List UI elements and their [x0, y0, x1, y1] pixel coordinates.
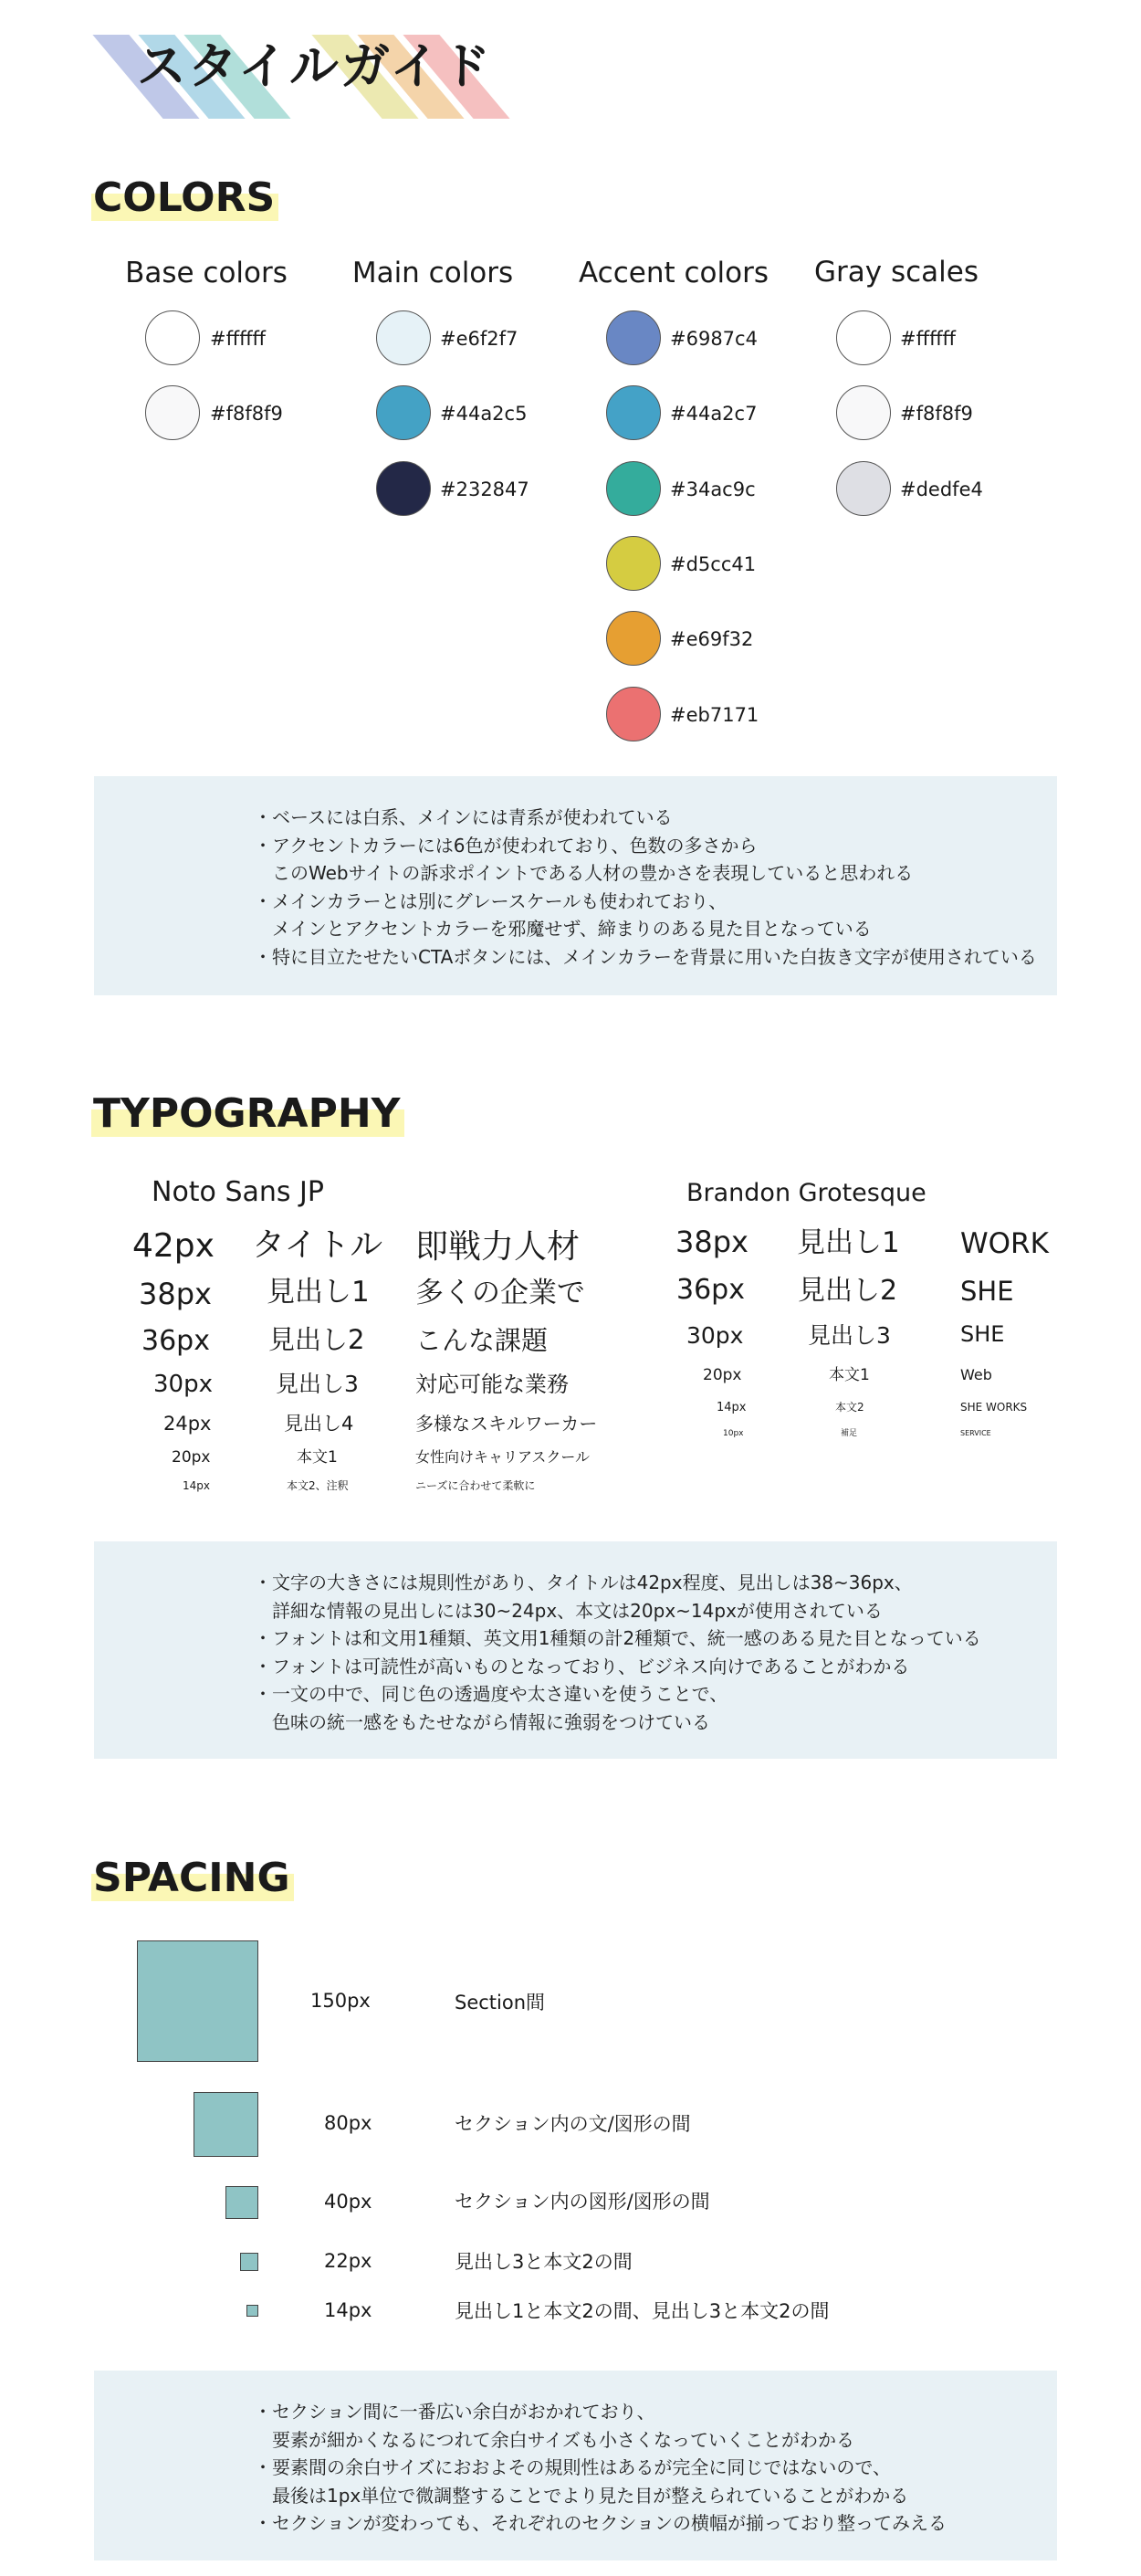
color-swatch [606, 687, 661, 741]
type-sample: ニーズに合わせて柔軟に [415, 1479, 536, 1492]
type-sample: SERVICE [960, 1429, 991, 1437]
group-title: Gray scales [814, 256, 979, 289]
note-line: ・フォントは可読性が高いものとなっており、ビジネス向けであることがわかる [254, 1655, 910, 1677]
color-hex-label: #44a2c7 [670, 403, 758, 425]
color-swatch [606, 536, 661, 591]
page-title: スタイルガイド [137, 37, 493, 95]
color-swatch [606, 461, 661, 516]
spacing-desc: セクション内の図形/図形の間 [455, 2191, 710, 2213]
note-line: メインとアクセントカラーを邪魔せず、締まりのある見た目となっている [254, 918, 872, 940]
color-hex-label: #d5cc41 [670, 553, 757, 575]
color-swatch [376, 310, 431, 365]
type-size: 10px [723, 1429, 744, 1438]
type-sample: 対応可能な業務 [415, 1372, 569, 1397]
type-size: 42px [132, 1227, 215, 1265]
type-size: 36px [676, 1274, 745, 1306]
color-swatch [836, 385, 891, 440]
note-line: ・特に目立たせたいCTAボタンには、メインカラーを背景に用いた白抜き文字が使用されている [254, 945, 1037, 968]
type-size: 14px [717, 1401, 747, 1414]
type-sample: 女性向けキャリアスクール [415, 1448, 591, 1466]
spacing-size: 40px [324, 2191, 372, 2213]
spacing-square [137, 1940, 258, 2062]
type-role: タイトル [252, 1226, 383, 1264]
spacing-size: 150px [310, 1990, 371, 2012]
color-hex-label: #ffffff [900, 328, 957, 350]
color-hex-label: #e69f32 [670, 628, 754, 650]
type-role: 本文1 [829, 1366, 870, 1384]
color-hex-label: #6987c4 [670, 328, 758, 350]
group-title: Base colors [125, 257, 288, 289]
spacing-heading: SPACING [91, 1854, 294, 1901]
color-hex-label: #ffffff [210, 328, 267, 350]
type-sample: Web [960, 1366, 992, 1383]
spacing-size: 14px [324, 2299, 372, 2321]
note-line: ・アクセントカラーには6色が使われており、色数の多さから [254, 834, 758, 857]
type-sample: SHE WORKS [960, 1401, 1028, 1414]
spacing-square [194, 2092, 258, 2157]
type-role: 見出し3 [276, 1371, 359, 1397]
type-size: 30px [153, 1371, 213, 1398]
color-swatch [376, 385, 431, 440]
color-hex-label: #34ac9c [670, 478, 756, 500]
note-line: このWebサイトの訴求ポイントである人材の豊かさを表現していると思われる [254, 862, 914, 884]
type-sample: 即戦力人材 [415, 1228, 581, 1266]
type-role: 補足 [841, 1429, 858, 1438]
note-line: ・一文の中で、同じ色の透過度や太さ違いを使うことで、 [254, 1683, 728, 1705]
colors-notes [94, 776, 1057, 995]
type-size: 38px [139, 1277, 212, 1311]
note-line: 色味の統一感をもたせながら情報に強弱をつけている [254, 1710, 710, 1733]
colors-heading: COLORS [91, 173, 278, 221]
type-sample: 多くの企業で [415, 1277, 585, 1309]
note-line: ・フォントは和文用1種類、英文用1種類の計2種類で、統一感のある見た目となっている [254, 1627, 981, 1649]
note-line: ・メインカラーとは別にグレースケールも使われており、 [254, 889, 728, 912]
type-role: 見出し3 [808, 1322, 891, 1349]
note-line: 詳細な情報の見出しには30~24px、本文は20px~14pxが使用されている [254, 1599, 883, 1622]
typography-notes [94, 1541, 1057, 1759]
spacing-desc: 見出し1と本文2の間、見出し3と本文2の間 [455, 2300, 830, 2322]
type-sample: WORK [960, 1227, 1049, 1260]
type-size: 20px [172, 1448, 211, 1467]
type-role: 本文2、注釈 [287, 1479, 349, 1492]
spacing-desc: 見出し3と本文2の間 [455, 2251, 633, 2273]
type-size: 38px [675, 1225, 748, 1259]
color-swatch [145, 385, 200, 440]
typography-heading: TYPOGRAPHY [91, 1089, 404, 1137]
note-line: ・セクションが変わっても、それぞれのセクションの横幅が揃っており整ってみえる [254, 2512, 947, 2534]
spacing-square [246, 2305, 258, 2317]
type-sample: こんな課題 [415, 1325, 549, 1356]
color-hex-label: #232847 [440, 478, 529, 500]
note-line: 要素が細かくなるにつれて余白サイズも小さくなっていくことがわかる [254, 2428, 854, 2451]
type-size: 24px [163, 1413, 212, 1435]
type-size: 30px [686, 1322, 744, 1349]
spacing-desc: セクション内の文/図形の間 [455, 2113, 691, 2135]
type-role: 見出し2 [268, 1324, 365, 1355]
type-role: 本文2 [835, 1401, 864, 1414]
spacing-size: 22px [324, 2250, 372, 2272]
note-line: 最後は1px単位で微調整することでより見た目が整えられていることがわかる [254, 2484, 909, 2507]
color-swatch [836, 461, 891, 516]
color-swatch [836, 310, 891, 365]
jp-font-name: Noto Sans JP [152, 1176, 324, 1208]
color-hex-label: #eb7171 [670, 704, 759, 726]
spacing-desc: Section間 [455, 1992, 546, 2013]
type-sample: SHE [960, 1321, 1005, 1347]
spacing-size: 80px [324, 2112, 372, 2134]
type-role: 見出し2 [798, 1275, 898, 1307]
note-line: ・ベースには白系、メインには青系が使われている [254, 806, 673, 828]
spacing-notes [94, 2371, 1057, 2560]
color-hex-label: #f8f8f9 [210, 403, 283, 425]
note-line: ・要素間の余白サイズにおおよその規則性はあるが完全に同じではないので、 [254, 2456, 891, 2478]
type-role: 本文1 [297, 1448, 338, 1467]
color-swatch [606, 611, 661, 666]
color-swatch [606, 310, 661, 365]
color-hex-label: #44a2c5 [440, 403, 528, 425]
group-title: Main colors [351, 257, 514, 289]
color-hex-label: #dedfe4 [900, 478, 983, 500]
type-role: 見出し4 [284, 1413, 354, 1435]
type-role: 見出し1 [797, 1226, 900, 1259]
type-size: 36px [141, 1325, 210, 1357]
group-title: Accent colors [579, 257, 769, 289]
color-hex-label: #f8f8f9 [900, 403, 973, 425]
en-font-name: Brandon Grotesque [686, 1179, 926, 1207]
spacing-square [240, 2253, 258, 2271]
type-sample: 多様なスキルワーカー [415, 1413, 598, 1435]
type-sample: SHE [960, 1276, 1014, 1307]
color-swatch [606, 385, 661, 440]
color-swatch [145, 310, 200, 365]
note-line: ・文字の大きさには規則性があり、タイトルは42px程度、見出しは38~36px、 [254, 1572, 913, 1593]
color-hex-label: #e6f2f7 [440, 328, 518, 350]
type-size: 20px [703, 1366, 742, 1384]
note-line: ・セクション間に一番広い余白がおかれており、 [254, 2401, 655, 2423]
type-role: 見出し1 [267, 1276, 370, 1309]
type-size: 14px [183, 1479, 210, 1492]
spacing-square [225, 2186, 258, 2219]
color-swatch [376, 461, 431, 516]
